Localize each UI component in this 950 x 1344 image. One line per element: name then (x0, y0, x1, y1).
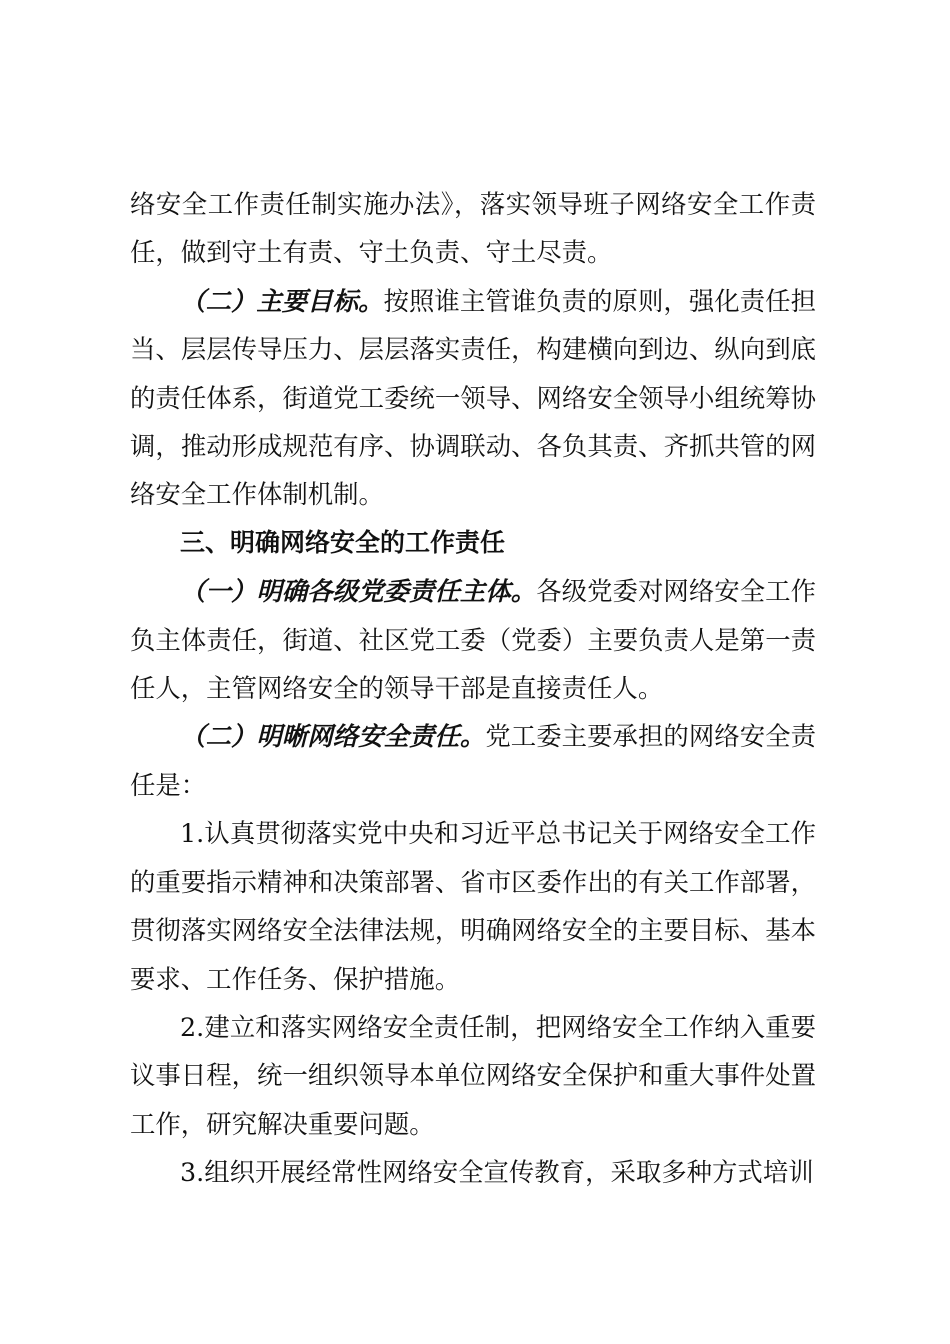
paragraph-main-goals (130, 277, 816, 519)
document-body (130, 180, 816, 1197)
list-item-3: 3.组织开展经常性网络安全宣传教育，采取多种方式培训 (180, 1157, 814, 1188)
paragraph-body-party-committee: 各级党委对网络安全工作负主体责任，街道、社区党工委（党委）主要负责人是第一责任人，主管网络安全的领导干部是直接责任人。 (130, 576, 817, 704)
paragraph-party-committee (130, 567, 816, 712)
paragraph-lead-security-duty: （二）明晰网络安全责任。 (180, 721, 486, 752)
paragraph-lead-main-goals: （二）主要目标。 (180, 285, 384, 316)
paragraph-lead-party-committee: （一）明确各级党委责任主体。 (180, 576, 537, 607)
paragraph-body-security-duty: 党工委主要承担的网络安全责任是： (130, 721, 817, 800)
paragraph-security-duty (130, 712, 816, 809)
section-heading-3: 三、明确网络安全的工作责任 (180, 527, 506, 557)
list-item-2: 2.建立和落实网络安全责任制，把网络安全工作纳入重要议事日程，统一组织领导本单位网络安全保护和重大事件处置工作，研究解决重要问题。 (130, 1011, 816, 1139)
paragraph-body-main-goals: 按照谁主管谁负责的原则，强化责任担当、层层传导压力、层层落实责任，构建横向到边、纵向到底的责任体系，街道党工委统一领导、网络安全领导小组统筹协调，推动形成规范有序、协调联动、各负其责、齐抓共管的网络安全工作体制机制。 (130, 285, 817, 510)
paragraph-continuation: 络安全工作责任制实施办法》，落实领导班子网络安全工作责任，做到守土有责、守土负责、守土尽责。 (130, 189, 816, 268)
list-item-1: 1.认真贯彻落实党中央和习近平总书记关于网络安全工作的重要指示精神和决策部署、省市区委作出的有关工作部署，贯彻落实网络安全法律法规，明确网络安全的主要目标、基本要求、工作任务、保护措施。 (130, 818, 816, 994)
